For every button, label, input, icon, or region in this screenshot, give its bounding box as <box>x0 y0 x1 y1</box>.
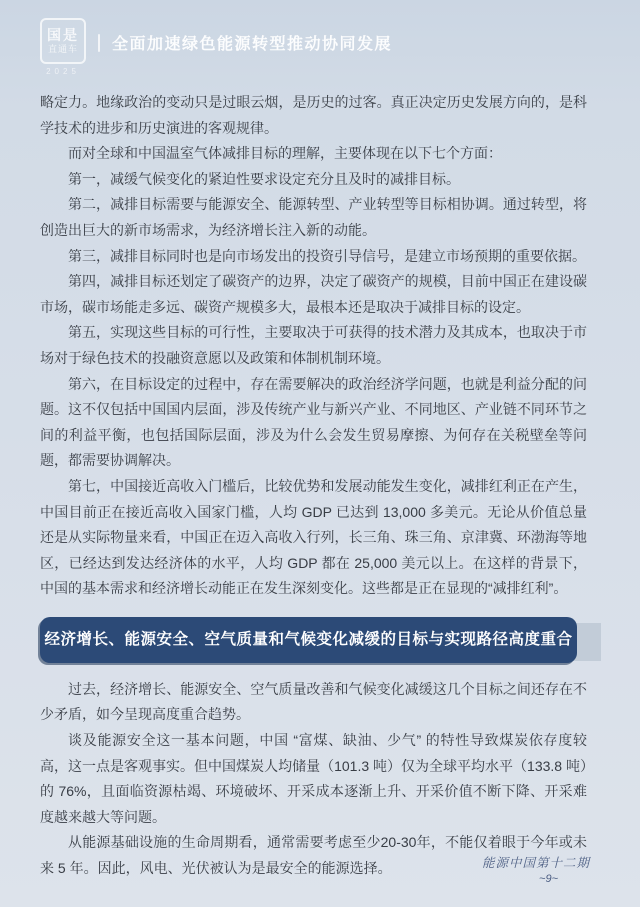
paragraph: 第四，减排目标还划定了碳资产的边界，决定了碳资产的规模，目前中国正在建设碳市场，碳市场能走多远、碳资产规模多大，最根本还是取决于减排目标的设定。 <box>40 273 587 315</box>
paragraph: 第三，减排目标同时也是向市场发出的投资引导信号，是建立市场预期的重要依据。 <box>68 247 586 264</box>
section-heading-banner: 经济增长、能源安全、空气质量和气候变化减缓的目标与实现路径高度重合 <box>40 617 577 663</box>
paragraph: 第五，实现这些目标的可行性，主要取决于可获得的技术潜力及其成本，也取决于市场对于绿色技术的投融资意愿以及政策和体制机制环境。 <box>40 324 587 366</box>
page-footer <box>482 853 590 885</box>
paragraph: 略定力。地缘政治的变动只是过眼云烟，是历史的过客。真正决定历史发展方向的，是科学技术的进步和历史演进的客观规律。 <box>40 94 587 136</box>
paragraph: 过去，经济增长、能源安全、空气质量改善和气候变化减缓这几个目标之间还存在不少矛盾，如今呈现高度重合趋势。 <box>40 680 587 723</box>
brand-logo-icon <box>40 18 86 64</box>
paragraph: 而对全球和中国温室气体减排目标的理解，主要体现在以下七个方面： <box>68 145 502 162</box>
logo-text-top: 国是 <box>47 27 79 43</box>
vertical-divider <box>98 34 100 52</box>
page-header <box>40 18 592 88</box>
article-body <box>40 90 587 882</box>
section-banner-wrap <box>40 617 577 663</box>
header-title-row <box>98 31 392 54</box>
paragraph: 第二，减排目标需要与能源安全、能源转型、产业转型等目标相协调。通过转型，将创造出巨大的新市场需求，为经济增长注入新的动能。 <box>40 196 587 238</box>
paragraph: 第七，中国接近高收入门槛后，比较优势和发展动能发生变化，减排红利正在产生，中国目前正在接近高收入国家门槛，人均 GDP 已达到 13,000 多美元。无论从价值总量还是从实际物量来看，中国正在迈入高收入行列，长三角、珠三角、京津冀、环渤海等地区，已经达到发达经济体的水平，人均 GDP 都在 25,000 美元以上。在这样的背景下，中国的基本需求和经济增长动能正在发生深刻变化。这些都是正在显现的“减排红利”。 <box>40 477 587 597</box>
paragraph: 第一，减缓气候变化的紧迫性要求设定充分且及时的减排目标。 <box>68 170 460 187</box>
journal-issue-label: 能源中国第十二期 <box>481 856 590 870</box>
brand-logo <box>40 18 86 76</box>
logo-text-bottom: 直通车 <box>47 44 78 54</box>
logo-year: 2025 <box>46 67 80 76</box>
paragraph: 从能源基础设施的生命周期看，通常需要考虑至少20-30年，不能仅着眼于今年或未来 5 年。因此，风电、光伏被认为是最安全的能源选择。 <box>40 834 587 877</box>
paragraph: 谈及能源安全这一基本问题，中国 “富煤、缺油、少气” 的特性导致煤炭依存度较高，这一点是客观事实。但中国煤炭人均储量（101.3 吨）仅为全球平均水平（133.8 吨）的 76%，且面临资源枯竭、环境破坏、开采成本逐渐上升、开采价值不断下降、开采难度越来越大等问题。 <box>40 732 587 825</box>
page-title: 全面加速绿色能源转型推动协同发展 <box>112 36 393 53</box>
page-number: ~9~ <box>539 873 558 885</box>
paragraph: 第六，在目标设定的过程中，存在需要解决的政治经济学问题，也就是利益分配的问题。这不仅包括中国国内层面，涉及传统产业与新兴产业、不同地区、产业链不同环节之间的利益平衡，也包括国际层面，涉及为什么会发生贸易摩擦、为何存在关税壁垒等问题，都需要协调解决。 <box>40 375 587 469</box>
